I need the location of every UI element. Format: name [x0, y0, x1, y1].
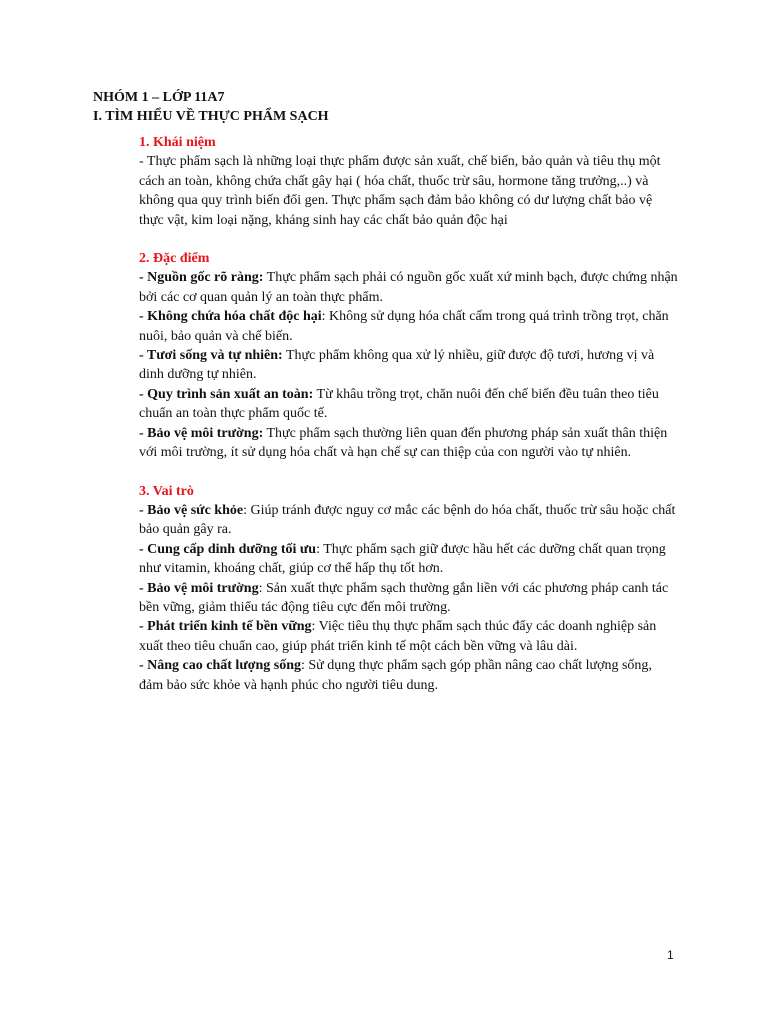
paragraph-text: : Sử dụng thực phẩm sạch góp phần nâng cao chất lượng sống, đảm bảo sức khỏe và hạnh phúc cho người tiêu dung. [139, 658, 652, 693]
paragraph [139, 424, 679, 463]
paragraph [139, 385, 679, 424]
paragraph [139, 268, 679, 307]
paragraph-term: - Phát triển kinh tế bền vững [139, 619, 312, 635]
paragraph-text: Thực phẩm sạch phải có nguồn gốc xuất xứ minh bạch, được chứng nhận bởi các cơ quan quản lý an toàn thực phẩm. [139, 270, 678, 305]
part-heading: I. TÌM HIỂU VỀ THỰC PHẨM SẠCH [93, 109, 329, 124]
paragraph-text: : Không sử dụng hóa chất cấm trong quá trình trồng trọt, chăn nuôi, bảo quản và chế biến. [139, 309, 669, 344]
paragraph-term: - Quy trình sản xuất an toàn: [139, 386, 314, 402]
document-header [93, 88, 329, 126]
paragraph-term: - Cung cấp dinh dưỡng tối ưu [139, 541, 317, 557]
paragraph-text: Từ khâu trồng trọt, chăn nuôi đến chế biến đều tuân theo tiêu chuẩn an toàn thực phẩm quốc tế. [139, 386, 659, 422]
paragraph [139, 152, 679, 230]
page-number: 1 [667, 948, 674, 962]
paragraph [139, 501, 679, 540]
paragraph-text: : Việc tiêu thụ thực phẩm sạch thúc đẩy các doanh nghiệp sản xuất theo tiêu chuẩn cao, giúp phát triển kinh tế một cách bền vững và lâu dài. [139, 619, 657, 654]
paragraph-text: - Thực phẩm sạch là những loại thực phẩm được sản xuất, chế biến, bảo quản và tiêu thụ một cách an toàn, không chứa chất gây hại ( hóa chất, thuốc trừ sâu, hormone tăng trưởng,..) và không qua quy trình biến đổi gen. Thực phẩm sạch đảm bảo không có dư lượng chất bảo vệ thực vật, kim loại nặng, kháng sinh hay các chất bảo quản độc hại [139, 154, 661, 228]
paragraph-term: - Bảo vệ môi trường [139, 580, 259, 596]
paragraph [139, 617, 679, 656]
section-role [139, 482, 679, 695]
paragraph-term: - Nguồn gốc rõ ràng: [139, 270, 264, 286]
paragraph-term: - Bảo vệ môi trường: [139, 425, 264, 441]
section-characteristics [139, 249, 679, 462]
paragraph-text: : Thực phẩm sạch giữ được hầu hết các dưỡng chất quan trọng như vitamin, khoáng chất, giúp cơ thể hấp thụ tốt hơn. [139, 541, 666, 577]
section-title: 3. Vai trò [139, 483, 194, 499]
paragraph-term: - Bảo vệ sức khỏe [139, 502, 244, 518]
paragraph-text: Thực phẩm không qua xử lý nhiều, giữ được độ tươi, hương vị và dinh dưỡng tự nhiên. [139, 348, 655, 383]
paragraph [139, 346, 679, 385]
paragraph [139, 579, 679, 618]
paragraph-text: Thực phẩm sạch thường liên quan đến phương pháp sản xuất thân thiện với môi trường, ít sử dụng hóa chất và hạn chế sự can thiệp của con người vào tự nhiên. [139, 425, 668, 461]
section-concept [139, 133, 679, 230]
paragraph-text: : Sản xuất thực phẩm sạch thường gắn liền với các phương pháp canh tác bền vững, giảm thiểu tác động tiêu cực đến môi trường. [139, 580, 669, 615]
paragraph-term: - Nâng cao chất lượng sống [139, 658, 301, 674]
paragraph [139, 656, 679, 695]
paragraph-text: : Giúp tránh được nguy cơ mắc các bệnh do hóa chất, thuốc trừ sâu hoặc chất bảo quản gây ra. [139, 502, 676, 538]
section-title: 1. Khái niệm [139, 135, 216, 150]
document-body [139, 133, 679, 714]
paragraph-term: - Không chứa hóa chất độc hại [139, 309, 322, 325]
paragraph [139, 307, 679, 346]
section-title: 2. Đặc điểm [139, 251, 210, 267]
group-class-line: NHÓM 1 – LỚP 11A7 [93, 90, 225, 105]
paragraph-term: - Tươi sống và tự nhiên: [139, 348, 283, 364]
paragraph [139, 540, 679, 579]
